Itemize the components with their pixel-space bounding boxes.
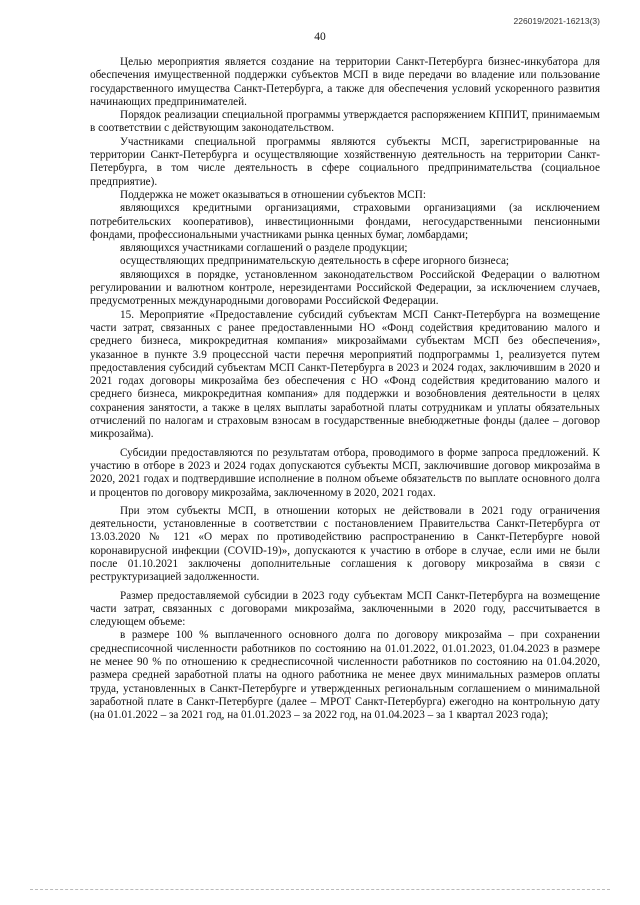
paragraph-incubator-goal: Целью мероприятия является создание на территории Санкт-Петербурга бизнес-инкубатора для обеспечения имущественной поддержки субъектов МСП в виде передачи во владение или пользование государственного имущества Санкт-Петербурга, а также для обеспечения условий ускоренного развития начинающих предпринимателей. bbox=[90, 56, 600, 108]
scan-edge-divider bbox=[30, 889, 610, 890]
paragraph-participants: Участниками специальной программы являются субъекты МСП, зарегистрированные на территории Санкт-Петербурга и осуществляющие хозяйственную деятельность на территории Санкт-Петербурга, в том числе деятельность в сфере социального предпринимательства (социальное предприятие). bbox=[90, 135, 600, 188]
document-id: 226019/2021-16213(3) bbox=[513, 16, 600, 26]
paragraph-subsidy-size: Размер предоставляемой субсидии в 2023 году субъектам МСП Санкт-Петербурга на возмещение части затрат, связанных с договорами микрозайма, заключенными в 2020 году, рассчитывается в следующем объеме: bbox=[90, 589, 600, 629]
paragraph-measure-15: 15. Мероприятие «Предоставление субсидий субъектам МСП Санкт-Петербурга на возмещение части затрат, связанных с ранее предоставленными НО «Фонд содействия кредитованию малого и среднего бизнеса, микрокредитная компания» микрозаймами субъектам МСП без обеспечения», указанное в пункте 3.9 процессной части перечня мероприятий подпрограммы 1, реализуется путем предоставления субсидий субъектам МСП Санкт-Петербурга в 2023 и 2024 годах, заключившим в 2020 и 2021 годах договоры микрозайма без обеспечения с НО «Фонд содействия кредитованию малого и среднего бизнеса, микрокредитная компания» для поддержки и возобновления деятельности в целях сохранения занятости, а также в целях выплаты заработной платы сотрудникам и уплаты обязательных отчислений по налогам и страховым взносам в государственные внебюджетные фонды (далее – договор микрозайма). bbox=[90, 308, 600, 441]
paragraph-support-exclusions: Поддержка не может оказываться в отношении субъектов МСП: bbox=[120, 188, 426, 201]
list-item-production-sharing: являющихся участниками соглашений о разделе продукции; bbox=[120, 242, 408, 255]
document-body bbox=[90, 56, 600, 723]
paragraph-program-procedure: Порядок реализации специальной программы утверждается распоряжением КППИТ, принимаемым в соответствии с действующим законодательством. bbox=[90, 109, 600, 135]
paragraph-restriction-conditions: При этом субъекты МСП, в отношении которых не действовали в 2021 году ограничения деятельности, установленные в соответствии с постановлением Правительства Санкт-Петербурга от 13.03.2020 № 121 «О мерах по противодействию распространению в Санкт-Петербурге новой коронавирусной инфекции (COVID-19)», допускаются к участию в отборе в случае, если ими не были после 01.10.2021 заключены дополнительные соглашения к договору микрозайма в связи с реструктуризацией задолженности. bbox=[90, 504, 600, 584]
page-number: 40 bbox=[314, 31, 326, 43]
list-item-nonresidents: являющихся в порядке, установленном законодательством Российской Федерации о валютном регулировании и валютном контроле, нерезидентами Российской Федерации, за исключением случаев, предусмотренных международными договорами Российской Федерации. bbox=[90, 268, 600, 308]
paragraph-subsidy-100-percent: в размере 100 % выплаченного основного долга по договору микрозайма – при сохранении среднесписочной численности работников по состоянию на 01.01.2022, 01.01.2023, 01.04.2023 в размере не менее 90 % по отношению к среднесписочной численности работников по состоянию на 01.04.2020, размера средней заработной платы на одного работника не менее двух минимальных размеров оплаты труда, установленных в Санкт-Петербурге и утвержденных региональным соглашением о минимальной заработной плате в Санкт-Петербурге (далее – МРОТ Санкт-Петербурга) ежегодно на контрольную дату (на 01.01.2022 – за 2021 год, на 01.01.2023 – за 2022 год, на 01.04.2023 – за 1 квартал 2023 года); bbox=[90, 629, 600, 722]
list-item-credit-orgs: являющихся кредитными организациями, страховыми организациями (за исключением потребительских кооперативов), инвестиционными фондами, негосударственными пенсионными фондами, профессиональными участниками рынка ценных бумаг, ломбардами; bbox=[90, 202, 600, 241]
paragraph-subsidy-selection: Субсидии предоставляются по результатам отбора, проводимого в форме запроса предложений. К участию в отборе в 2023 и 2024 годах допускаются субъекты МСП, заключившие договор микрозайма в 2020, 2021 годах и подтвердившие исполнение в полном объеме обязательств по выплате основного долга и процентов по договору микрозайма, заключенному в 2020, 2021 годах. bbox=[90, 446, 600, 499]
list-item-gambling: осуществляющих предпринимательскую деятельность в сфере игорного бизнеса; bbox=[120, 255, 510, 268]
